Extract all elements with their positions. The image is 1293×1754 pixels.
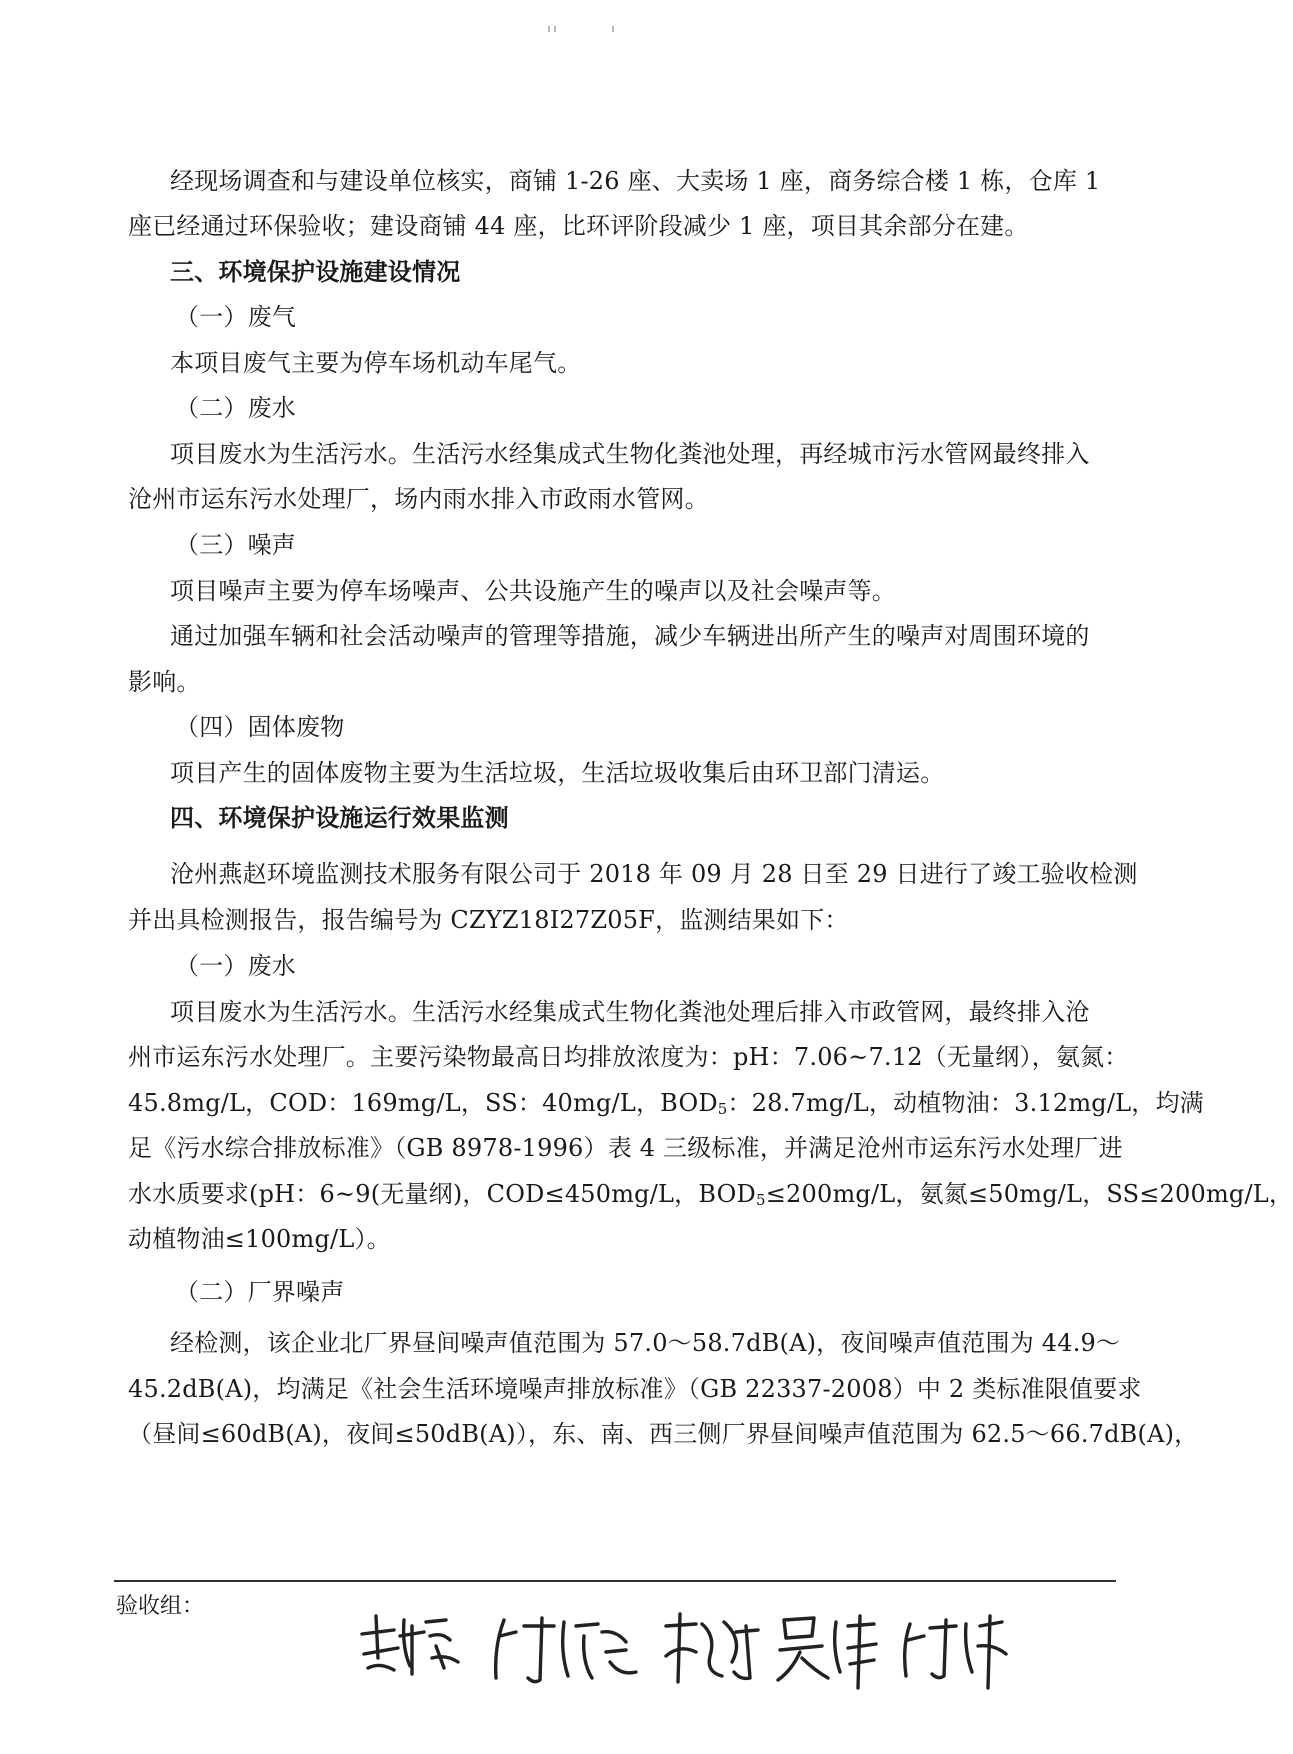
signature-area [354,1596,1094,1706]
subsection-heading: （二）废水 [175,394,296,422]
signature-fu-shuai [905,1616,1006,1688]
paragraph-line [128,1179,1293,1215]
line-text: 45.8mg/L，COD：169mg/L，SS：40mg/L，BOD [128,1089,718,1117]
paragraph-line: 座已经通过环保验收；建设商铺 44 座，比环评阶段减少 1 座，项目其余部分在建。 [128,212,1029,240]
subscript: 5 [755,1191,766,1209]
signature-fu-yankuan [496,1618,636,1682]
subscript: 5 [717,1100,728,1118]
paragraph-line: 本项目废气主要为停车场机动车尾气。 [170,349,582,377]
subsection-heading: （四）固体废物 [175,713,345,741]
paragraph-line: 影响。 [128,668,201,696]
paragraph-line: 动植物油≤100mg/L）。 [128,1225,391,1253]
paragraph-line: 州市运东污水处理厂。主要污染物最高日均排放浓度为：pH：7.06~7.12（无量纲），氨氮： [128,1043,1129,1071]
paragraph-line: 项目废水为生活污水。生活污水经集成式生物化粪池处理后排入市政管网，最终排入沧 [170,998,1090,1026]
paragraph-line: 项目产生的固体废物主要为生活垃圾，生活垃圾收集后由环卫部门清运。 [170,759,945,787]
signature-yang [666,1614,758,1682]
paragraph-line: 经检测，该企业北厂界昼间噪声值范围为 57.0～58.7dB(A)，夜间噪声值范围为 44.9～ [170,1329,1121,1357]
paragraph-line: 并出具检测报告，报告编号为 CZYZ18I27Z05F，监测结果如下： [128,906,849,934]
signature-wu [778,1616,876,1688]
acceptance-group-label: 验收组： [116,1594,205,1619]
line-text: ：28.7mg/L，动植物油：3.12mg/L，均满 [727,1089,1204,1117]
subsection-heading: （一）废水 [175,952,296,980]
subsection-heading: （一）废气 [175,303,296,331]
paragraph-line: 经现场调查和与建设单位核实，商铺 1-26 座、大卖场 1 座，商务综合楼 1 栋，仓库 1 [170,167,1101,195]
paragraph-line: （昼间≤60dB(A)，夜间≤50dB(A)），东、南、西三侧厂界昼间噪声值范围为 62.5～66.7dB(A)， [128,1420,1199,1448]
signature-zhao [362,1616,458,1674]
footer-divider [114,1580,1116,1582]
paragraph-line: 沧州市运东污水处理厂，场内雨水排入市政雨水管网。 [128,485,709,513]
paragraph-line: 足《污水综合排放标准》（GB 8978-1996）表 4 三级标准，并满足沧州市运东污水处理厂进 [128,1134,1123,1162]
paragraph-line [128,1088,1204,1124]
subsection-heading: （二）厂界噪声 [175,1278,345,1306]
paragraph-line: 45.2dB(A)，均满足《社会生活环境噪声排放标准》（GB 22337-2008）中 2 类标准限值要求 [128,1375,1142,1403]
scan-artifact [548,22,638,36]
line-text: 水水质要求(pH：6~9(无量纲)，COD≤450mg/L，BOD [128,1180,756,1208]
subsection-heading: （三）噪声 [175,531,296,559]
paragraph-line: 通过加强车辆和社会活动噪声的管理等措施，减少车辆进出所产生的噪声对周围环境的 [170,622,1090,650]
section-heading: 三、环境保护设施建设情况 [170,257,461,286]
paragraph-line: 项目噪声主要为停车场噪声、公共设施产生的噪声以及社会噪声等。 [170,577,896,605]
section-heading: 四、环境保护设施运行效果监测 [170,803,509,832]
line-text: ≤200mg/L，氨氮≤50mg/L，SS≤200mg/L， [765,1180,1293,1208]
paragraph-line: 沧州燕赵环境监测技术服务有限公司于 2018 年 09 月 28 日至 29 日进行了竣工验收检测 [170,860,1138,888]
paragraph-line: 项目废水为生活污水。生活污水经集成式生物化粪池处理，再经城市污水管网最终排入 [170,440,1090,468]
handwritten-signatures [354,1596,1094,1706]
